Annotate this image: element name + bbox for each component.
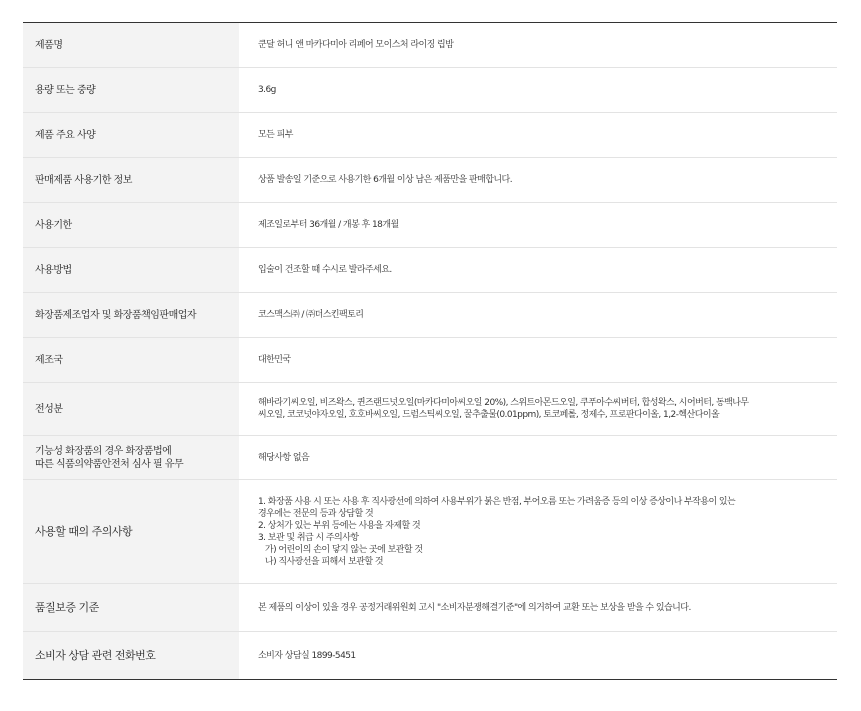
table-row bbox=[23, 113, 837, 158]
row-label-capacity: 용량 또는 중량 bbox=[23, 68, 239, 113]
table-row bbox=[23, 293, 837, 338]
row-value-main-spec: 모든 피부 bbox=[239, 113, 837, 158]
row-label-main-spec: 제품 주요 사양 bbox=[23, 113, 239, 158]
functional-review-label-line: 따른 식품의약품안전처 심사 필 유무 bbox=[35, 458, 184, 470]
row-value-functional-review: 해당사항 없음 bbox=[239, 436, 837, 480]
row-label-quality-guarantee: 품질보증 기준 bbox=[23, 584, 239, 632]
row-label-product-name: 제품명 bbox=[23, 23, 239, 68]
precaution-line: 가) 어린이의 손이 닿지 않는 곳에 보관할 것 bbox=[258, 544, 423, 555]
row-value-ingredients bbox=[239, 383, 837, 436]
ingredients-line: 씨오일, 코코넛야자오일, 호호바씨오일, 드럼스틱씨오일, 꿀추출물(0.01ppm), 토코페롤, 정제수, 프로판다이올, 1,2-헥산다이올 bbox=[258, 410, 720, 420]
functional-review-label-line: 기능성 화장품의 경우 화장품법에 bbox=[35, 445, 172, 457]
row-value-precautions bbox=[239, 480, 837, 584]
row-label-expiration: 사용기한 bbox=[23, 203, 239, 248]
row-value-product-name: 쿤달 허니 앤 마카다미아 리페어 모이스처 라이징 립밤 bbox=[239, 23, 837, 68]
table-row bbox=[23, 584, 837, 632]
row-value-usage: 입술이 건조할 때 수시로 발라주세요. bbox=[239, 248, 837, 293]
product-info-table bbox=[23, 22, 837, 680]
table-row bbox=[23, 383, 837, 436]
precaution-line: 1. 화장품 사용 시 또는 사용 후 직사광선에 의하여 사용부위가 붉은 반점, 부어오름 또는 가려움증 등의 이상 증상이나 부작용이 있는 bbox=[258, 496, 736, 507]
row-value-consumer-phone: 소비자 상담실 1899-5451 bbox=[258, 650, 356, 661]
table-row bbox=[23, 23, 837, 68]
table-row bbox=[23, 68, 837, 113]
row-label-functional-review bbox=[23, 436, 239, 480]
row-label-manufacturer: 화장품제조업자 및 화장품책임판매업자 bbox=[23, 293, 239, 338]
row-value-capacity: 3.6g bbox=[239, 68, 837, 113]
table-row bbox=[23, 338, 837, 383]
table-row bbox=[23, 480, 837, 584]
row-value-expiration: 제조일로부터 36개월 / 개봉 후 18개월 bbox=[239, 203, 837, 248]
table-row bbox=[23, 436, 837, 480]
row-value-quality-guarantee: 본 제품의 이상이 있을 경우 공정거래위원회 고시 "소비자분쟁해결기준"에 의거하여 교환 또는 보상을 받을 수 있습니다. bbox=[239, 584, 837, 632]
ingredients-line: 해바라기씨오일, 비즈왁스, 퀸즈랜드넛오일(마카다미아씨오일 20%), 스위트아몬드오일, 쿠푸아수씨버터, 합성왁스, 시어버터, 동백나무 bbox=[258, 398, 749, 408]
table-row bbox=[23, 248, 837, 293]
row-value-country: 대한민국 bbox=[239, 338, 837, 383]
row-label-shelf-life-info: 판매제품 사용기한 정보 bbox=[23, 158, 239, 203]
row-value-manufacturer: 코스맥스㈜ / ㈜더스킨팩토리 bbox=[239, 293, 837, 338]
table-row bbox=[23, 632, 837, 680]
table-row bbox=[23, 203, 837, 248]
precaution-line: 2. 상처가 있는 부위 등에는 사용을 자제할 것 bbox=[258, 520, 421, 531]
row-label-consumer-phone: 소비자 상담 관련 전화번호 bbox=[23, 632, 239, 680]
row-value-shelf-life-info: 상품 발송일 기준으로 사용기한 6개월 이상 남은 제품만을 판매합니다. bbox=[239, 158, 837, 203]
row-label-usage: 사용방법 bbox=[23, 248, 239, 293]
precaution-line: 나) 직사광선을 피해서 보관할 것 bbox=[258, 556, 384, 567]
row-label-precautions: 사용할 때의 주의사항 bbox=[23, 480, 239, 584]
precaution-line: 3. 보관 및 취급 시 주의사항 bbox=[258, 532, 359, 543]
row-label-ingredients: 전성분 bbox=[23, 383, 239, 436]
precaution-line: 경우에는 전문의 등과 상담할 것 bbox=[258, 508, 374, 519]
table-row bbox=[23, 158, 837, 203]
row-label-country: 제조국 bbox=[23, 338, 239, 383]
